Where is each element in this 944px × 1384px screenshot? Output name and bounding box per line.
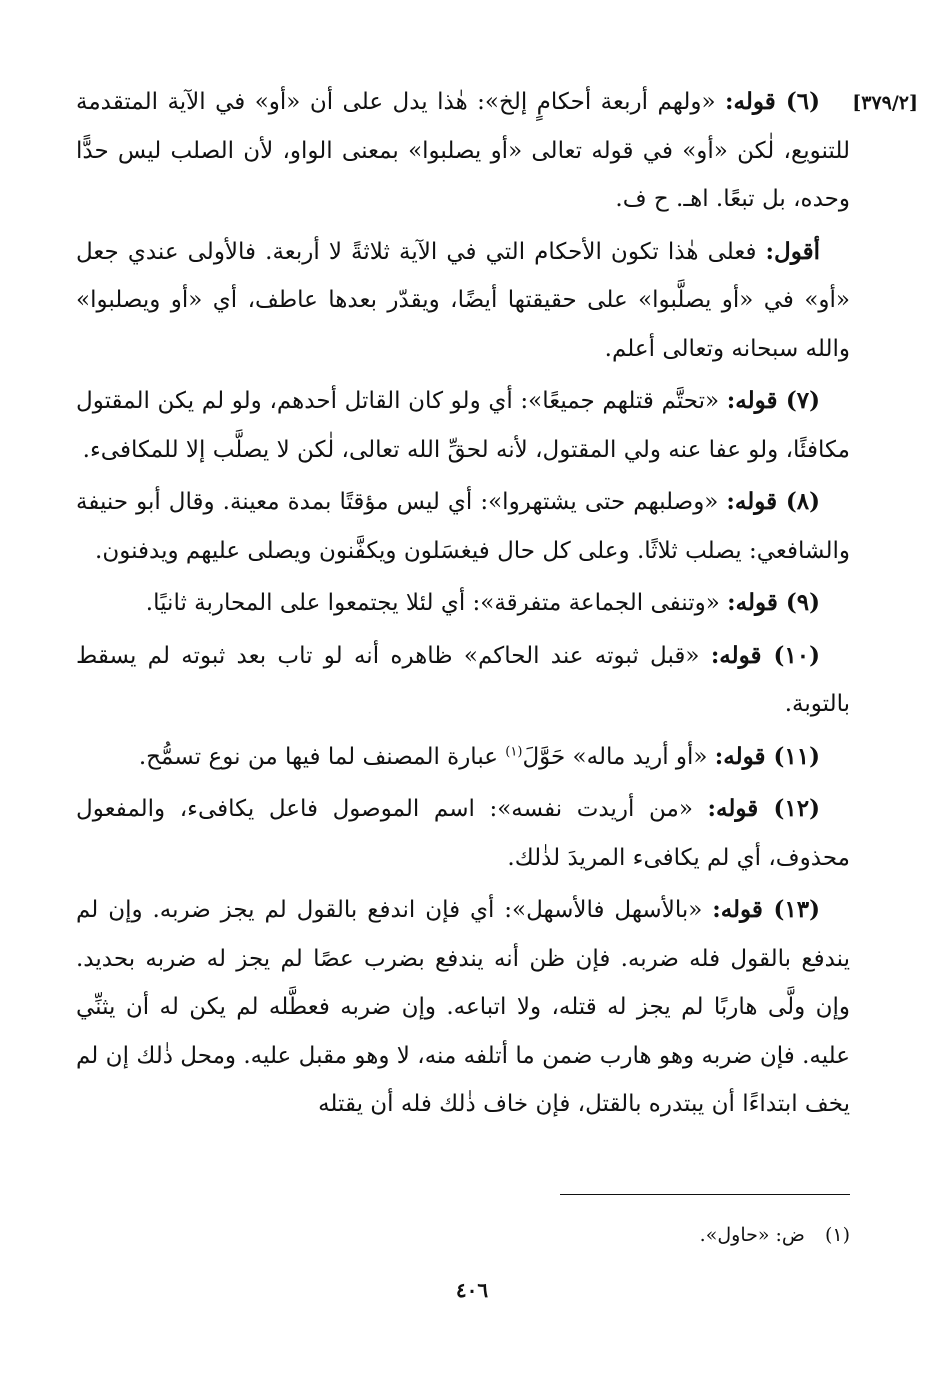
paragraph-lead: أقول:	[765, 237, 821, 265]
paragraph-text: «قبل ثبوته عند الحاكم» ظاهره أنه لو تاب بعد ثبوته لم يسقط بالتوبة.	[76, 642, 850, 717]
paragraph-lead: (٦) قوله:	[725, 88, 820, 115]
paragraph-lead: (١٣) قوله:	[712, 896, 821, 923]
footnote-text: ض: «حاول».	[699, 1224, 805, 1246]
paragraph-lead: (١١) قوله:	[714, 742, 820, 770]
paragraph-lead: (٩) قوله:	[727, 589, 820, 616]
footnote	[76, 1220, 850, 1250]
paragraph-text: «من أريدت نفسه»: اسم الموصول فاعل يكافىء، والمفعول محذوف، أي لم يكافىء المريدَ لذٰلك.	[76, 796, 850, 871]
paragraph-8	[76, 478, 850, 575]
footnote-marker[interactable]: (١)	[505, 743, 523, 759]
paragraph-lead: (٨) قوله:	[726, 488, 820, 515]
paragraph-lead: (١٠) قوله:	[710, 641, 821, 669]
paragraph-6	[76, 78, 850, 224]
footnote-number: (١)	[824, 1224, 850, 1246]
paragraph-text: «ولهم أربعة أحكامٍ إلخ»: هٰذا يدل على أن «أو» في الآية المتقدمة للتنويع، لٰكن «أو» في قوله تعالى «أو يصلبوا» بمعنى الواو، لأن الصلب ليس حدًّا وحده، بل تبعًا. اهـ. ح ف.	[76, 89, 850, 212]
paragraph-lead: (١٢) قوله:	[707, 795, 820, 822]
body-text	[76, 78, 850, 1133]
paragraph-text: «أو أريد ماله» حَوَّلَ	[522, 743, 708, 770]
paragraph-text: «وصلبهم حتى يشتهروا»: أي ليس مؤقتًا بمدة معينة. وقال أبو حنيفة والشافعي: يصلب ثلاثًا. وعلى كل حال فيغسَلون ويكفَّنون ويصلى عليهم ويدفنون.	[76, 489, 850, 564]
paragraph-11	[76, 733, 850, 782]
paragraph-10	[76, 632, 850, 729]
paragraph-lead: (٧) قوله:	[726, 387, 820, 414]
paragraph-text: فعلى هٰذا تكون الأحكام التي في الآية ثلاثةً لا أربعة. فالأولى عندي جعل «أو» في «أو يصلَّبوا» على حقيقتها أيضًا، ويقدّر بعدها عاطف، أي «أو ويصلبوا» والله سبحانه وتعالى أعلم.	[76, 238, 850, 362]
paragraph-text: «تحتَّم قتلهم جميعًا»: أي ولو كان القاتل أحدهم، ولو لم يكن المقتول مكافئًا، ولو عفا عنه ولي المقتول، لأنه لحقِّ الله تعالى، لٰكن لا يصلَّب إلا للمكافىء.	[76, 388, 850, 463]
page-number: ٤٠٦	[455, 1278, 489, 1302]
paragraph-13	[76, 886, 850, 1129]
paragraph-9	[76, 579, 850, 628]
margin-reference: [٣٧٩/٢]	[852, 92, 918, 114]
paragraph-text: «بالأسهل فالأسهل»: أي فإن اندفع بالقول لم يجز ضربه. وإن لم يندفع بالقول فله ضربه. فإن ظن أنه يندفع بضرب عصًا لم يجز له ضربه بحديد. وإن ولَّى هاربًا لم يجز له قتله، ولا اتباعه. وإن ضربه فعطَّله لم يكن له أن يثنِّي عليه. فإن ضربه وهو هارب ضمن ما أتلفه منه، لا وهو مقبل عليه. ومحل ذٰلك إن لم يخف ابتداءًا أن يبتدره بالقتل، فإن خاف ذٰلك فله أن يقتله	[76, 897, 850, 1117]
paragraph-aqoul	[76, 228, 850, 374]
paragraph-text: عبارة المصنف لما فيها من نوع تسمُّح.	[138, 743, 506, 770]
footnote-divider	[560, 1194, 850, 1195]
paragraph-12	[76, 785, 850, 882]
paragraph-text: «وتنفى الجماعة متفرقة»: أي لئلا يجتمعوا على المحاربة ثانيًا.	[145, 590, 720, 616]
paragraph-7	[76, 377, 850, 474]
